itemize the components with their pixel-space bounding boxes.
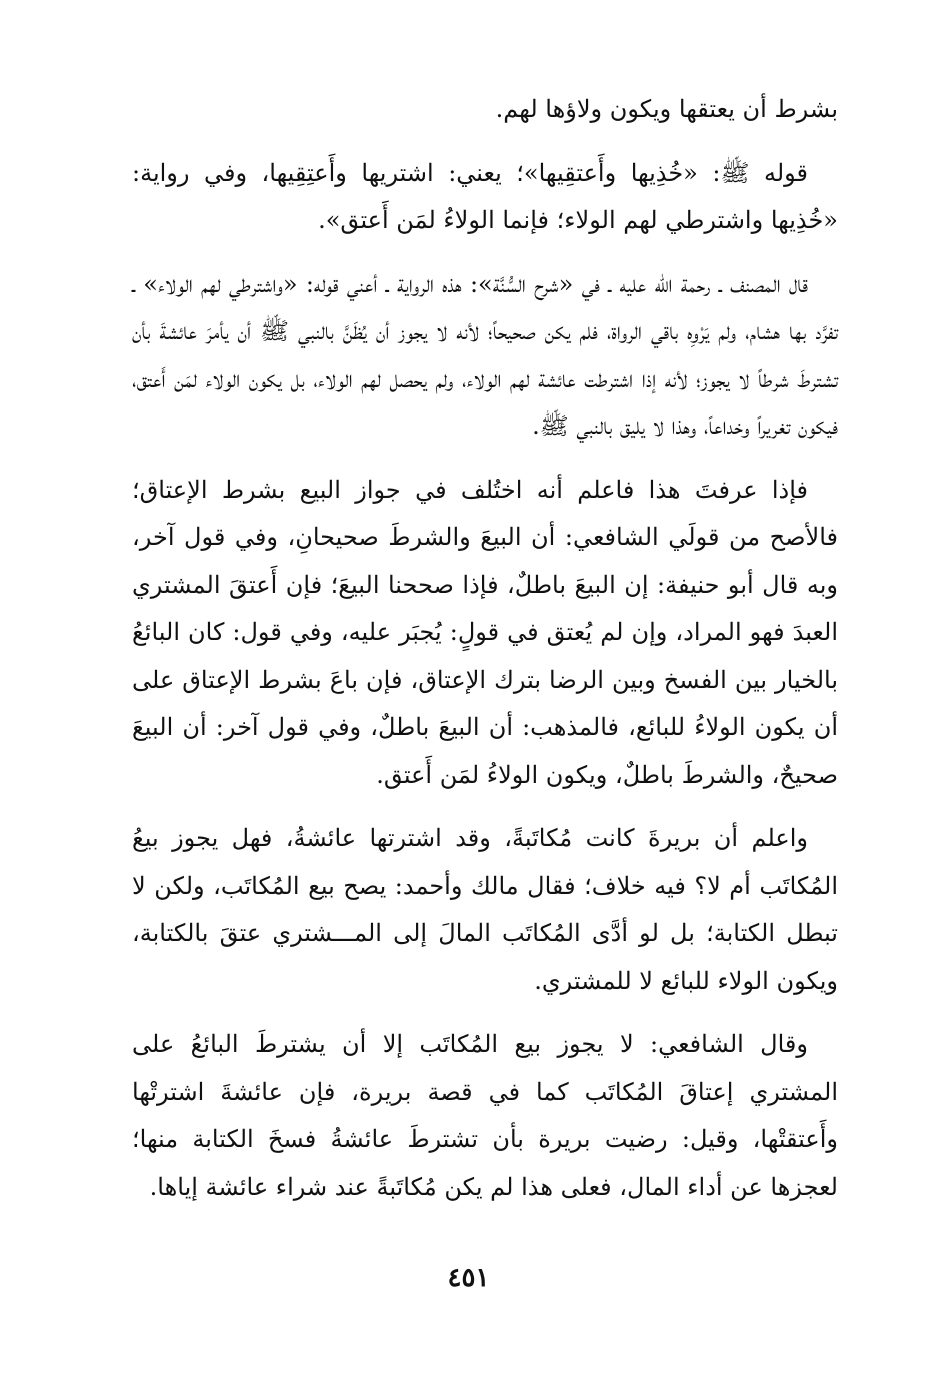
paragraph-2: قوله ﷺ: «خُذِيها وأَعتقِيها»؛ يعني: اشتريها وأَعتِقِيها، وفي رواية: «خُذِيها واشترطي لهم الولاء؛ فإنما الولاءُ لمَن أَعتق». xyxy=(132,158,838,234)
page-number: ٤٥١ xyxy=(447,1263,490,1293)
page-body xyxy=(132,86,838,1227)
paragraph-1: بشرط أن يعتقها ويكون ولاؤها لهم. xyxy=(495,95,838,123)
paragraph-3: قال المصنف ـ رحمة الله عليه ـ في «شرح السُّنَّة»: هذه الرواية ـ أعني قوله: «واشترطي لهم الولاء» ـ تفرَّد بها هشام، ولم يَرْوِه باقي الرواة، فلم يكن صحيحاً؛ لأنه لا يجوز أن يُظَنَّ بالنبي ﷺ أن يأمرَ عائشةَ بأن تشترطَ شرطاً لا يجوز؛ لأنه إذا اشترطت عائشة لهم الولاء، ولم يحصل لهم الولاء، بل يكون الولاء لمَن أَعتق، فيكون تغريراً وخداعاً، وهذا لا يليق بالنبي ﷺ. xyxy=(132,269,838,440)
paragraph-6: وقال الشافعي: لا يجوز بيع المُكاتَب إلا أن يشترطَ البائعُ على المشتري إعتاقَ المُكاتَب كما في قصة بريرة، فإن عائشةَ اشترتْها وأَعتقتْها، وقيل: رضيت بريرة بأن تشترطَ عائشةُ فسخَ الكتابة منها؛ لعجزها عن أداء المال، فعلى هذا لم يكن مُكاتَبةً عند شراء عائشة إياها. xyxy=(132,1030,838,1201)
paragraph-4: فإذا عرفتَ هذا فاعلم أنه اختُلف في جواز البيع بشرط الإعتاق؛ فالأصح من قولَي الشافعي: أن البيعَ والشرطَ صحيحانِ، وفي قول آخر، وبه قال أبو حنيفة: إن البيعَ باطلٌ، فإذا صححنا البيعَ؛ فإن أَعتقَ المشتري العبدَ فهو المراد، وإن لم يُعتق في قولٍ: يُجبَر عليه، وفي قول: كان البائعُ بالخيار بين الفسخ وبين الرضا بترك الإعتاق، فإن باعَ بشرط الإعتاق على أن يكون الولاءُ للبائع، فالمذهب: أن البيعَ باطلٌ، وفي قول آخر: أن البيعَ صحيحٌ، والشرطَ باطلٌ، ويكون الولاءُ لمَن أَعتق. xyxy=(132,475,838,789)
paragraph-5: واعلم أن بريرةَ كانت مُكاتَبةً، وقد اشترتها عائشةُ، فهل يجوز بيعُ المُكاتَب أم لا؟ فيه خلاف؛ فقال مالك وأحمد: يصح بيع المُكاتَب، ولكن لا تبطل الكتابة؛ بل لو أدَّى المُكاتَب المالَ إلى المـــشتري عتقَ بالكتابة، ويكون الولاء للبائع لا للمشتري. xyxy=(132,824,838,995)
